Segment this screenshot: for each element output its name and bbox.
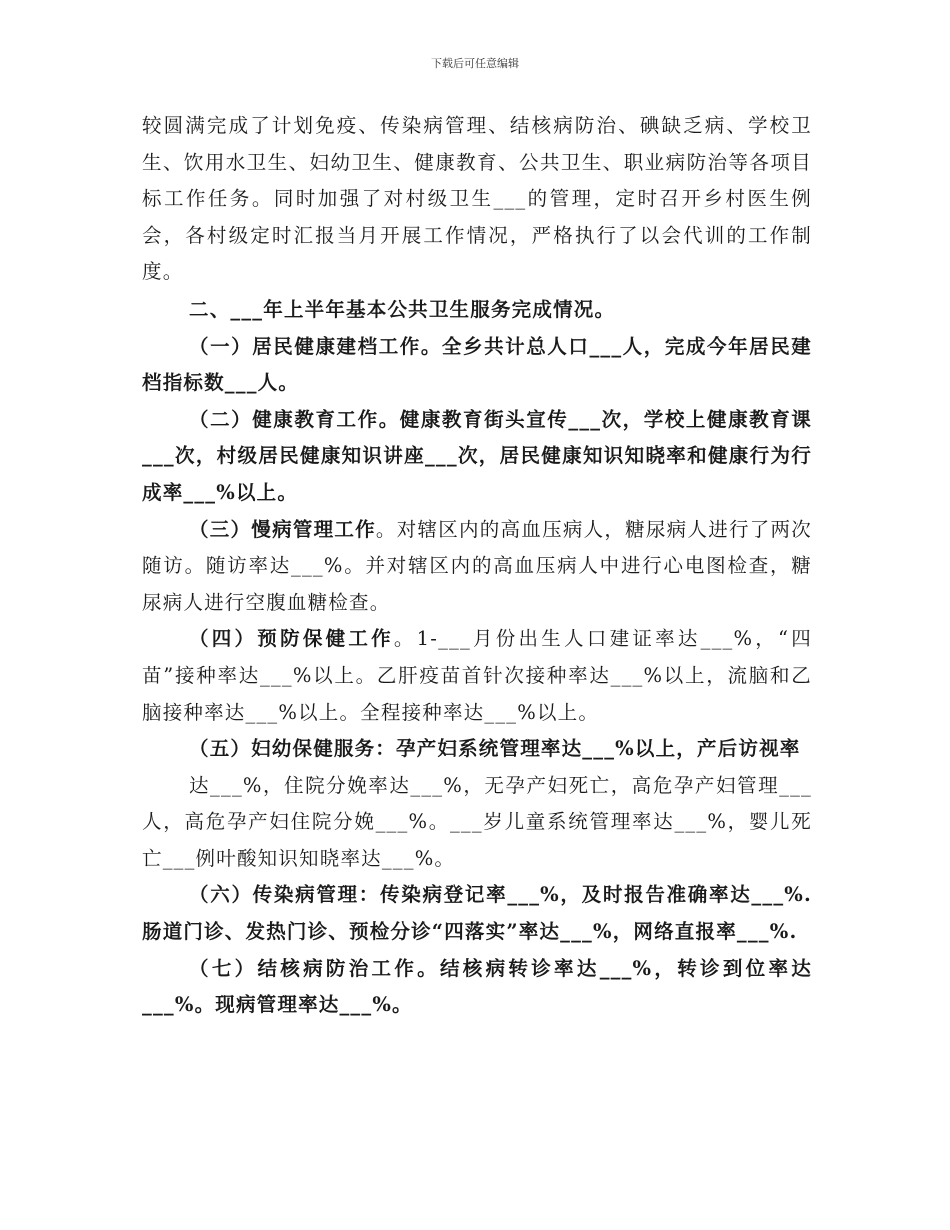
paragraph-chronic-disease [142, 512, 812, 622]
paragraph-lead: （三）慢病管理工作 [189, 517, 376, 541]
paragraph-infectious-disease: （六）传染病管理：传染病登记率___%，及时报告准确率达___%.肠道门诊、发热门诊、预检分诊“四落实”率达___%，网络直报率___%. [142, 883, 812, 944]
header-note: 下载后可任意编辑 [431, 57, 519, 70]
paragraph-intro: 较圆满完成了计划免疫、传染病管理、结核病防治、碘缺乏病、学校卫生、饮用水卫生、妇幼卫生、健康教育、公共卫生、职业病防治等各项目标工作任务。同时加强了对村级卫生___的管理，定时召开乡村医生例会，各村级定时汇报当月开展工作情况，严格执行了以会代训的工作制度。 [142, 114, 812, 284]
paragraph-lead: （四）预防保健工作 [189, 627, 394, 651]
paragraph-body: 。1-___月份出生人口建证率达___%，“四苗”接种率达___%以上。乙肝疫苗首针次接种率达___%以上，流脑和乙脑接种率达___%以上。全程接种率达___%以上。 [142, 627, 812, 724]
paragraph-body: 。对辖区内的高血压病人，糖尿病人进行了两次随访。随访率达___%。并对辖区内的高血压病人中进行心电图检查，糖尿病人进行空腹血糖检查。 [142, 517, 812, 614]
paragraph-health-education: （二）健康教育工作。健康教育街头宣传___次，学校上健康教育课___次，村级居民健康知识讲座___次，居民健康知识知晓率和健康行为行成率___%以上。 [142, 407, 812, 504]
paragraph-prevention [142, 621, 812, 731]
document-body [142, 108, 812, 1024]
paragraph-tuberculosis: （七）结核病防治工作。结核病转诊率达___%，转诊到位率达___%。现病管理率达___%。 [142, 956, 812, 1017]
paragraph-health-records: （一）居民健康建档工作。全乡共计总人口___人，完成今年居民建档指标数___人。 [142, 334, 812, 395]
paragraph-maternal-child: （五）妇幼保健服务：孕产妇系统管理率达___%以上，产后访视率 [189, 737, 801, 761]
paragraph-maternal-child-cont: 达___%，住院分娩率达___%，无孕产妇死亡，高危孕产妇管理___人，高危孕产妇住院分娩___%。___岁儿童系统管理率达___%，婴儿死亡___例叶酸知识知晓率达___%。 [142, 773, 812, 870]
section-heading-2: 二、___年上半年基本公共卫生服务完成情况。 [189, 297, 616, 321]
